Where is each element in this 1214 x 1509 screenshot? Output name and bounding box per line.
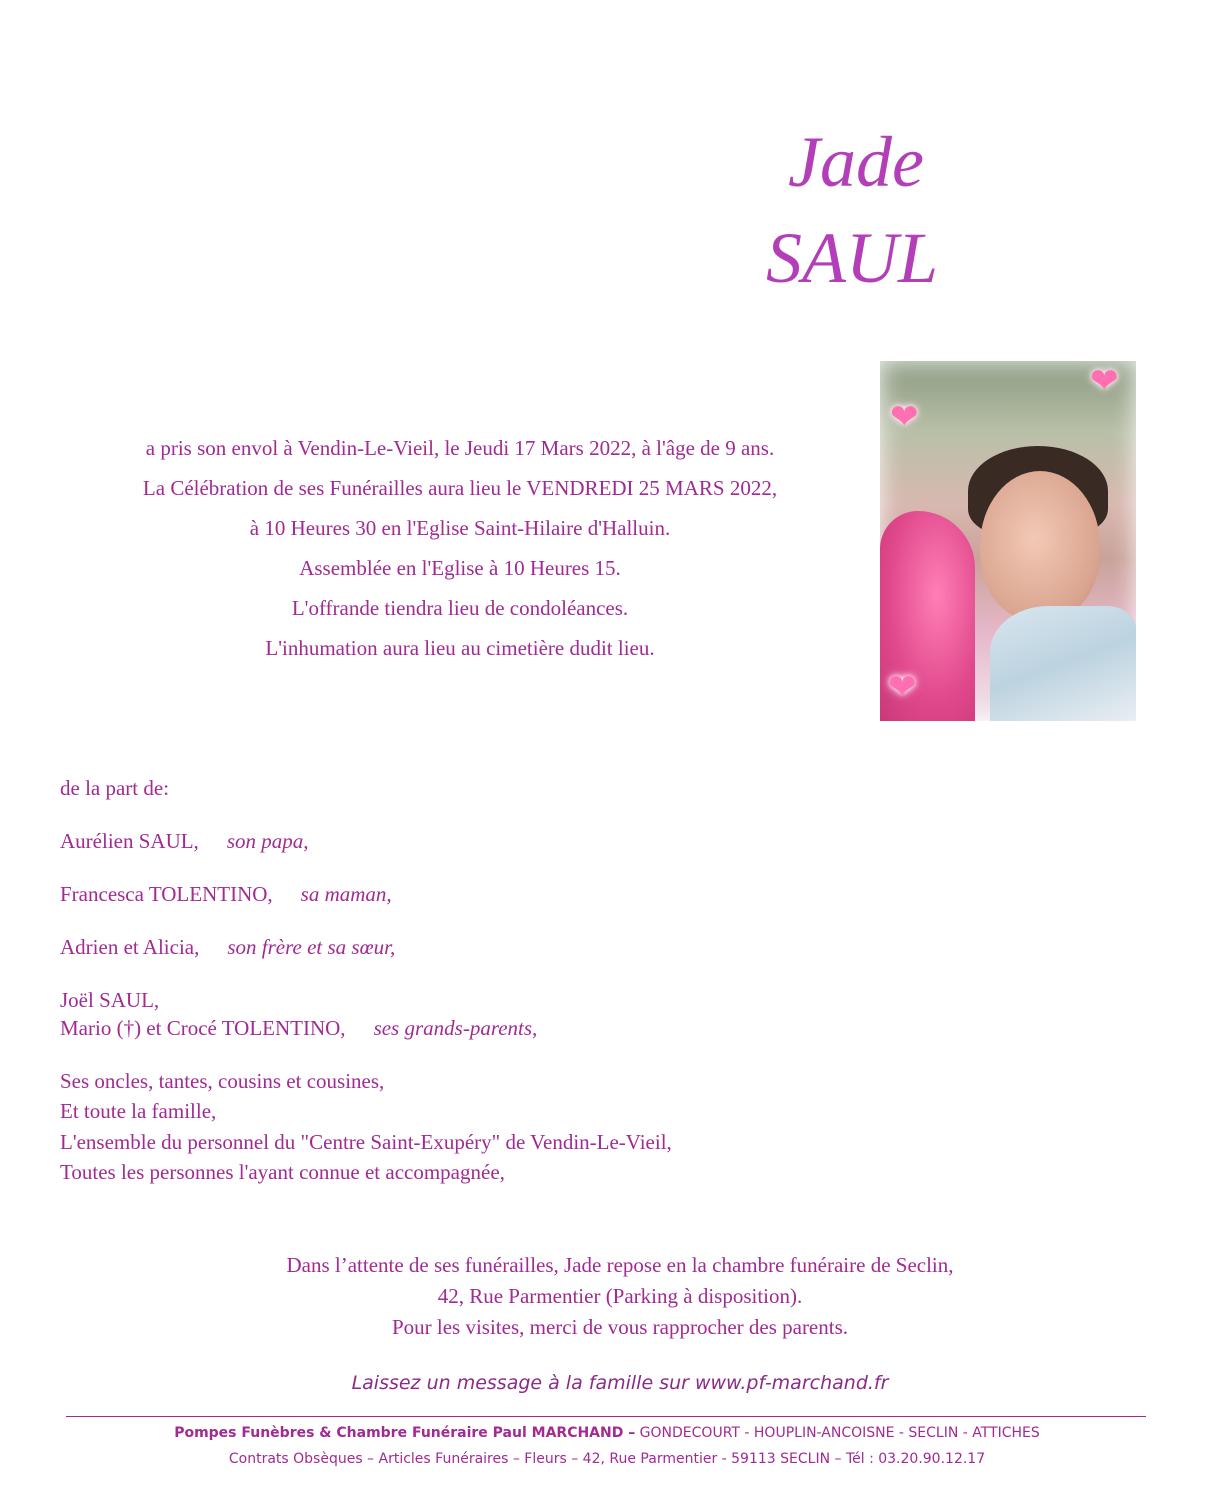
photo-scarf — [990, 606, 1136, 721]
announcement-line: L'offrande tiendra lieu de condoléances. — [291, 596, 629, 620]
photo-face — [980, 471, 1100, 621]
announcement — [60, 428, 860, 668]
family-relation: son papa, — [226, 829, 309, 853]
company-locations: GONDECOURT - HOUPLIN-ANCOISNE - SECLIN - ATTICHES — [635, 1425, 1040, 1441]
family-other: L'ensemble du personnel du "Centre Saint-Exupéry" de Vendin-Le-Vieil, — [60, 1130, 672, 1154]
notice-line: Dans l’attente de ses funérailles, Jade repose en la chambre funéraire de Seclin, — [286, 1253, 954, 1277]
portrait-photo — [880, 361, 1136, 721]
family-name: Mario (†) et Crocé TOLENTINO, — [60, 1016, 346, 1040]
grandparent-entry — [60, 1016, 537, 1041]
family-name: Adrien et Alicia, — [60, 935, 200, 959]
footer-company — [0, 1425, 1214, 1441]
first-name: Jade — [788, 122, 924, 202]
family-relation: son frère et sa sœur, — [227, 935, 396, 959]
family-entry — [60, 935, 395, 960]
family-other: Toutes les personnes l'ayant connue et accompagnée, — [60, 1160, 505, 1184]
company-name: Pompes Funèbres & Chambre Funéraire Paul MARCHAND – — [174, 1425, 636, 1441]
from-label: de la part de: — [60, 776, 170, 800]
heart-icon: ❤ — [888, 669, 917, 706]
funeral-notice — [220, 1250, 1020, 1343]
family-entry — [60, 882, 392, 907]
family-name: Francesca TOLENTINO, — [60, 882, 273, 906]
announcement-line: La Célébration de ses Funérailles aura lieu le VENDREDI 25 MARS 2022, — [142, 476, 778, 500]
announcement-line: à 10 Heures 30 en l'Eglise Saint-Hilaire d'Halluin. — [249, 516, 671, 540]
announcement-line: L'inhumation aura lieu au cimetière dudit lieu. — [265, 636, 655, 660]
family-entry — [60, 829, 309, 854]
footer-divider — [66, 1416, 1146, 1417]
family-relation: sa maman, — [300, 882, 392, 906]
announcement-line: a pris son envol à Vendin-Le-Vieil, le Jeudi 17 Mars 2022, à l'âge de 9 ans. — [145, 436, 775, 460]
last-name: SAUL — [766, 218, 939, 298]
family-name: Aurélien SAUL, — [60, 829, 199, 853]
notice-line: Pour les visites, merci de vous rapprocher des parents. — [391, 1315, 849, 1339]
family-other: Et toute la famille, — [60, 1099, 217, 1123]
footer-services: Contrats Obsèques – Articles Funéraires – Fleurs – 42, Rue Parmentier - 59113 SECLIN – Tél : 03.20.90.12.17 — [228, 1451, 986, 1467]
announcement-line: Assemblée en l'Eglise à 10 Heures 15. — [299, 556, 621, 580]
grandparent-line: Joël SAUL, — [60, 988, 160, 1012]
family-relation: ses grands-parents, — [373, 1016, 538, 1040]
condolence-message: Laissez un message à la famille sur www.pf-marchand.fr — [351, 1372, 889, 1394]
heart-icon: ❤ — [1090, 363, 1119, 400]
family-other: Ses oncles, tantes, cousins et cousines, — [60, 1069, 385, 1093]
notice-line: 42, Rue Parmentier (Parking à disposition). — [437, 1284, 803, 1308]
heart-icon: ❤ — [890, 399, 919, 436]
